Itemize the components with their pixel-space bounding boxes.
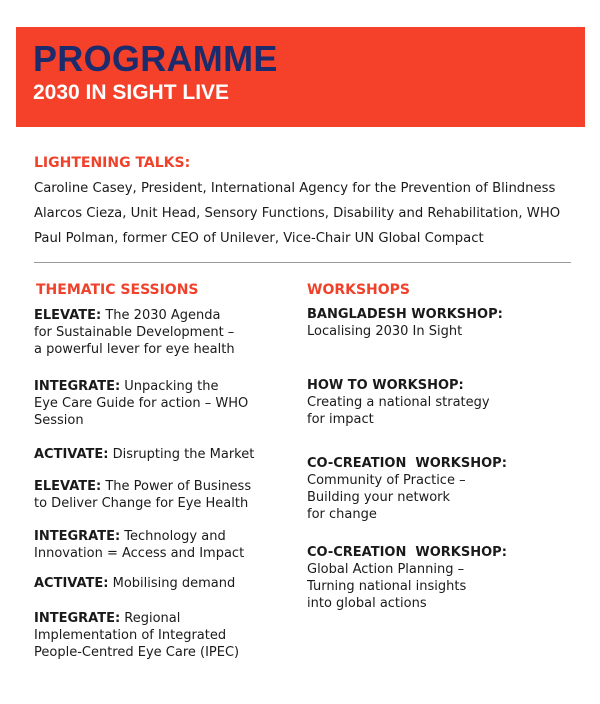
session-keyword: ACTIVATE: [34, 576, 109, 591]
workshops-heading: WORKSHOPS [307, 282, 411, 298]
session-text: to Deliver Change for Eye Health [34, 496, 249, 511]
talk-item: Caroline Casey, President, International Agency for the Prevention of Blindness [34, 181, 556, 196]
session-item [34, 528, 244, 562]
workshop-title: BANGLADESH WORKSHOP: [307, 307, 503, 322]
page-title: PROGRAMME [33, 38, 278, 79]
session-text: a powerful lever for eye health [34, 342, 235, 357]
thematic-sessions-heading: THEMATIC SESSIONS [36, 282, 199, 298]
session-keyword: INTEGRATE: [34, 611, 121, 626]
talk-item: Paul Polman, former CEO of Unilever, Vice-Chair UN Global Compact [34, 231, 484, 246]
session-text: Technology and [120, 529, 226, 544]
session-item [34, 478, 251, 512]
workshop-text: Creating a national strategy [307, 395, 490, 410]
workshop-title: CO-CREATION WORKSHOP: [307, 456, 507, 471]
workshop-text: Global Action Planning – [307, 562, 465, 577]
section-divider [34, 262, 571, 263]
session-text: Regional [120, 611, 181, 626]
session-item [34, 378, 248, 429]
session-text: Implementation of Integrated [34, 628, 227, 643]
talk-item: Alarcos Cieza, Unit Head, Sensory Functions, Disability and Rehabilitation, WHO [34, 206, 561, 221]
session-text: People-Centred Eye Care (IPEC) [34, 645, 240, 660]
workshop-text: Turning national insights [307, 579, 467, 594]
session-item [34, 575, 235, 592]
lightening-talks-heading: LIGHTENING TALKS: [34, 155, 191, 171]
session-keyword: ELEVATE: [34, 479, 102, 494]
workshop-text: Building your network [307, 490, 451, 505]
workshop-text: into global actions [307, 596, 427, 611]
session-keyword: INTEGRATE: [34, 379, 121, 394]
workshop-item [307, 455, 507, 523]
session-text: The 2030 Agenda [101, 308, 221, 323]
session-text: Session [34, 413, 84, 428]
workshop-text: for change [307, 507, 377, 522]
workshop-title: HOW TO WORKSHOP: [307, 378, 464, 393]
session-item [34, 307, 235, 358]
workshop-text: Community of Practice – [307, 473, 466, 488]
session-keyword: ACTIVATE: [34, 447, 109, 462]
session-text: Mobilising demand [108, 576, 236, 591]
workshop-item [307, 544, 507, 612]
session-text: Unpacking the [120, 379, 219, 394]
session-keyword: INTEGRATE: [34, 529, 121, 544]
session-text: Disrupting the Market [108, 447, 255, 462]
session-text: Innovation = Access and Impact [34, 546, 245, 561]
session-text: Eye Care Guide for action – WHO [34, 396, 249, 411]
session-text: The Power of Business [101, 479, 252, 494]
session-text: for Sustainable Development – [34, 325, 235, 340]
session-keyword: ELEVATE: [34, 308, 102, 323]
workshop-title: CO-CREATION WORKSHOP: [307, 545, 507, 560]
workshop-text: for impact [307, 412, 374, 427]
header-banner [16, 27, 585, 127]
page-subtitle: 2030 IN SIGHT LIVE [33, 81, 230, 104]
workshop-text: Localising 2030 In Sight [307, 324, 463, 339]
session-item [34, 610, 239, 661]
session-item [34, 446, 254, 463]
workshop-item [307, 306, 503, 340]
workshop-item [307, 377, 490, 428]
